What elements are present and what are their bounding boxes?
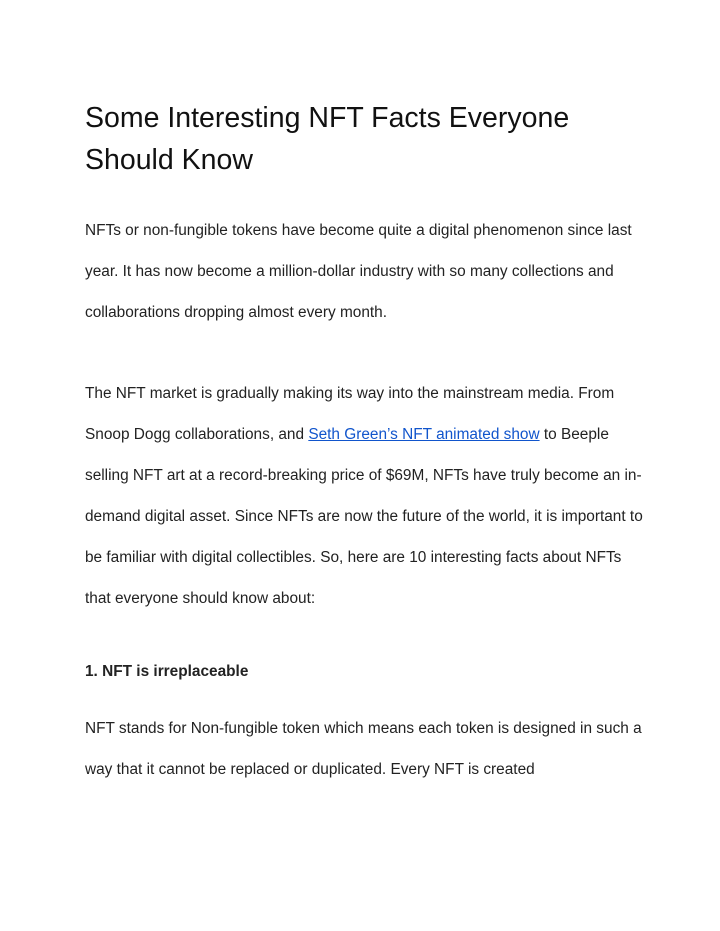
market-text-after-link: to Beeple selling NFT art at a record-breaking price of $69M, NFTs have truly become an in-demand digital asset. Since NFTs are now the future of the world, it is important to be familiar with digital collectibles. So, here are 10 interesting facts about NFTs that everyone should know about: xyxy=(85,426,643,607)
market-text-before-link: The NFT market is gradually making its way into the mainstream media. From Snoop Dogg collaborations, and xyxy=(85,385,615,443)
market-paragraph xyxy=(85,373,645,619)
seth-green-show-link[interactable]: Seth Green’s NFT animated show xyxy=(308,426,540,443)
section-1-paragraph: NFT stands for Non-fungible token which means each token is designed in such a way that it cannot be replaced or duplicated. Every NFT is created xyxy=(85,720,642,778)
section-heading-nft-irreplaceable: 1. NFT is irreplaceable xyxy=(85,663,249,680)
article-title: Some Interesting NFT Facts Everyone Should Know xyxy=(85,102,570,176)
intro-paragraph: NFTs or non-fungible tokens have become quite a digital phenomenon since last year. It has now become a million-dollar industry with so many collections and collaborations dropping almost every month. xyxy=(85,222,632,321)
